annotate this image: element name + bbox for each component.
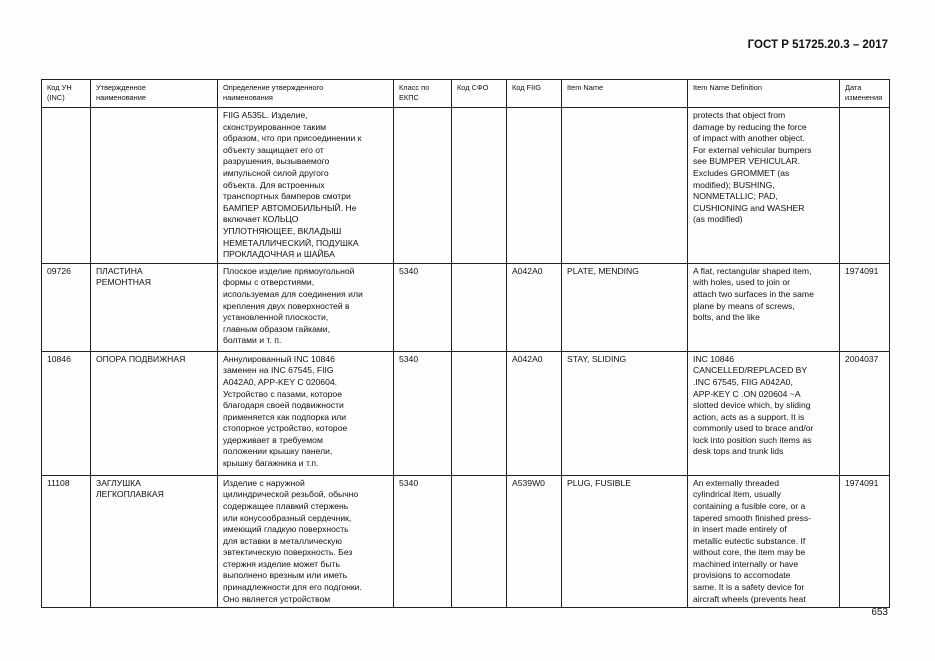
cell-class: 5340 <box>394 475 452 608</box>
cell-class: 5340 <box>394 351 452 475</box>
cell-date: 1974091 <box>840 263 890 351</box>
cell-item-name: STAY, SLIDING <box>562 351 688 475</box>
cell-sfo <box>452 475 507 608</box>
table-row <box>42 108 890 264</box>
cell-definition-ru: Изделие с наружной цилиндрической резьбой, обычно содержащее плавкий стержень или конусообразный сердечник, имеющий гладкую поверхность для вставки в металлическую эвтектическую поверхность. Без стержня изделие может быть выполнено врезным или иметь принадлежности для его подгонки. Оно является устройством <box>218 475 394 608</box>
column-header-definition-ru: Определение утвержденного наименования <box>218 80 394 108</box>
column-header-approved-name: Утвержденное наименование <box>91 80 218 108</box>
cell-approved-name: ПЛАСТИНА РЕМОНТНАЯ <box>91 263 218 351</box>
cell-item-name: PLUG, FUSIBLE <box>562 475 688 608</box>
item-definitions-table <box>41 79 890 608</box>
cell-definition-en: INC 10846 CANCELLED/REPLACED BY .INC 67545, FIIG A042A0, APP-KEY C .ON 020604 ~A slotted device which, by sliding action, acts as a support. It is commonly used to brace and/or lock into position such items as desk tops and trunk lids <box>688 351 840 475</box>
cell-fiig: A539W0 <box>507 475 562 608</box>
cell-fiig: A042A0 <box>507 263 562 351</box>
cell-definition-en: An externally threaded cylindrical item, usually containing a fusible core, or a tapered smooth finished press- in insert made entirely of metallic eutectic substance. If without core, the item may be machined internally or have provisions to accomodate same. It is a safety device for aircraft wheels (prevents heat <box>688 475 840 608</box>
cell-definition-ru: FIIG A535L. Изделие, сконструированное таким образом, что при присоединении к объекту защищает его от разрушения, вызываемого импульсной силой другого объекта. Для встроенных транспортных бамперов смотри БАМПЕР АВТОМОБИЛЬНЫЙ. Не включает КОЛЬЦО УПЛОТНЯЮЩЕЕ, ВКЛАДЫШ НЕМЕТАЛЛИЧЕСКИЙ, ПОДУШКА ПРОКЛАДОЧНАЯ и ШАЙБА <box>218 108 394 264</box>
standard-title: ГОСТ Р 51725.20.3 – 2017 <box>747 39 888 51</box>
table-header-row <box>42 80 890 108</box>
cell-approved-name: ЗАГЛУШКА ЛЕГКОПЛАВКАЯ <box>91 475 218 608</box>
column-header-date: Дата изменения <box>840 80 890 108</box>
cell-inc: 11108 <box>42 475 91 608</box>
column-header-item-name: Item Name <box>562 80 688 108</box>
column-header-inc: Код УН (INC) <box>42 80 91 108</box>
cell-class: 5340 <box>394 263 452 351</box>
cell-definition-en: protects that object from damage by reducing the force of impact with another object. For external vehicular bumpers see BUMPER VEHICULAR. Excludes GROMMET (as modified); BUSHING, NONMETALLIC; PAD, CUSHIONING and WASHER (as modified) <box>688 108 840 264</box>
cell-item-name <box>562 108 688 264</box>
column-header-fiig: Код FIIG <box>507 80 562 108</box>
page-number: 653 <box>871 607 888 618</box>
table-row <box>42 475 890 608</box>
cell-date <box>840 108 890 264</box>
cell-fiig <box>507 108 562 264</box>
cell-date: 1974091 <box>840 475 890 608</box>
cell-sfo <box>452 263 507 351</box>
cell-definition-ru: Аннулированный INC 10846 заменен на INC 67545, FIIG A042A0, APP-KEY C 020604. Устройство с пазами, которое благодаря своей подвижности применяется как подпорка или стопорное устройство, которое удерживает в требуемом положении крышку панели, крышку багажника и т.п. <box>218 351 394 475</box>
table-row <box>42 263 890 351</box>
cell-definition-ru: Плоское изделие прямоугольной формы с отверстиями, используемая для соединения или крепления двух поверхностей в установленной плоскости, главным образом гайками, болтами и т. п. <box>218 263 394 351</box>
cell-inc: 09726 <box>42 263 91 351</box>
table-row <box>42 351 890 475</box>
cell-item-name: PLATE, MENDING <box>562 263 688 351</box>
cell-definition-en: A flat, rectangular shaped item, with holes, used to join or attach two surfaces in the same plane by means of screws, bolts, and the like <box>688 263 840 351</box>
cell-approved-name <box>91 108 218 264</box>
column-header-definition-en: Item Name Definition <box>688 80 840 108</box>
cell-class <box>394 108 452 264</box>
cell-inc: 10846 <box>42 351 91 475</box>
cell-date: 2004037 <box>840 351 890 475</box>
cell-inc <box>42 108 91 264</box>
column-header-class: Класс по ЕКПС <box>394 80 452 108</box>
cell-sfo <box>452 108 507 264</box>
column-header-sfo: Код СФО <box>452 80 507 108</box>
cell-fiig: A042A0 <box>507 351 562 475</box>
cell-sfo <box>452 351 507 475</box>
cell-approved-name: ОПОРА ПОДВИЖНАЯ <box>91 351 218 475</box>
